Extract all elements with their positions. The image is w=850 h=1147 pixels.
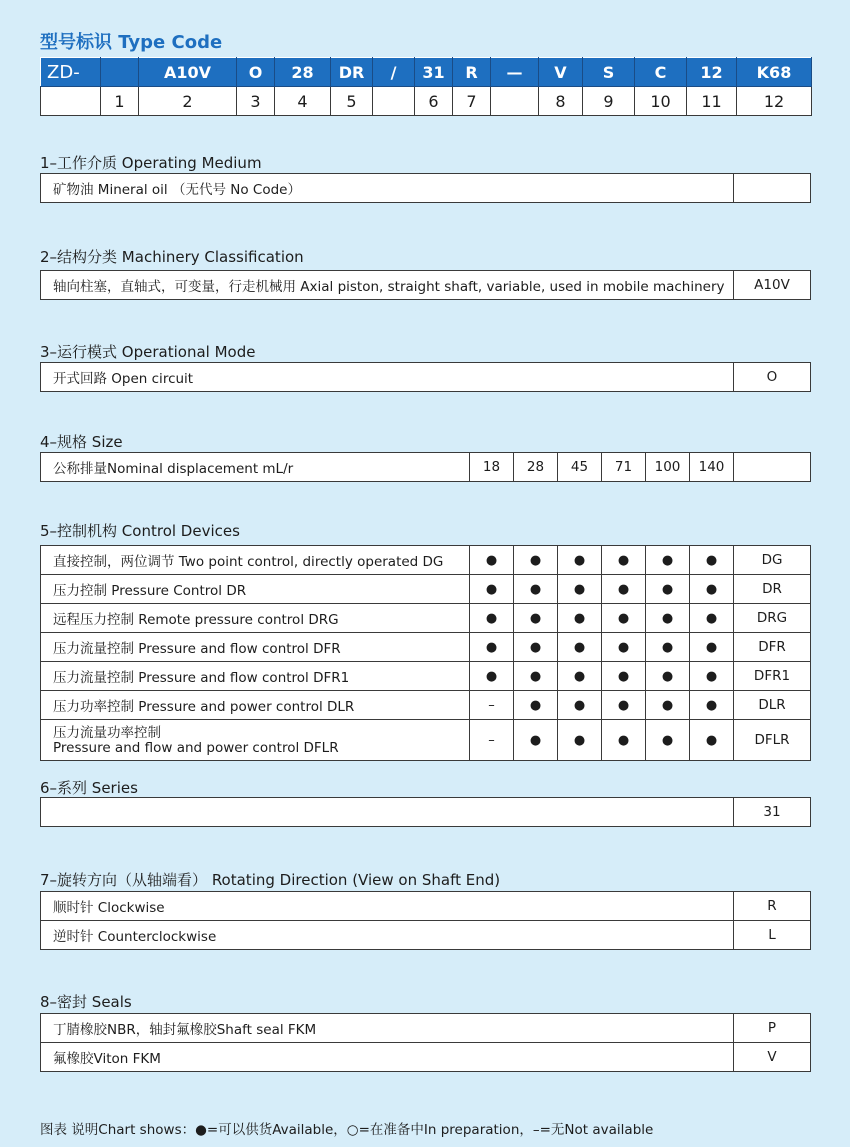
control-desc: 直接控制，两位调节 Two point control, directly operated DG [41,546,470,575]
size-table [40,452,811,482]
availability-mark: ● [602,720,646,761]
direction-code: L [734,921,811,950]
seal-code: P [734,1014,811,1043]
control-code: DFR1 [734,662,811,691]
control-row [41,691,811,720]
availability-mark: ● [558,662,602,691]
type-code-cell: — [491,58,539,87]
control-row [41,720,811,761]
availability-mark: – [470,691,514,720]
control-row [41,546,811,575]
size-code [734,453,811,482]
seal-code: V [734,1043,811,1072]
type-code-position: 9 [583,87,635,116]
control-code: DLR [734,691,811,720]
availability-mark: ● [646,575,690,604]
type-code-position [491,87,539,116]
type-code-cell: C [635,58,687,87]
availability-mark: ● [602,633,646,662]
direction-table [40,891,811,950]
control-desc: 压力流量控制 Pressure and flow control DFR1 [41,662,470,691]
section-title-series: 6–系列 Series [40,779,138,797]
size-value: 100 [646,453,690,482]
mode-code: O [734,363,811,392]
control-code: DG [734,546,811,575]
availability-mark: ● [690,546,734,575]
availability-mark: ● [602,604,646,633]
availability-mark: ● [470,633,514,662]
availability-mark: ● [514,691,558,720]
type-code-cell: K68 [737,58,812,87]
availability-mark: ● [602,546,646,575]
seal-row [41,1043,811,1072]
size-desc: 公称排量Nominal displacement mL/r [41,453,470,482]
availability-mark: ● [514,604,558,633]
control-desc: 压力流量控制 Pressure and flow control DFR [41,633,470,662]
availability-mark: ● [558,633,602,662]
control-row [41,662,811,691]
control-code: DRG [734,604,811,633]
direction-row [41,921,811,950]
medium-table [40,173,811,203]
availability-mark: ● [558,604,602,633]
availability-mark: ● [690,662,734,691]
section-title-seals: 8–密封 Seals [40,993,132,1011]
availability-mark: ● [646,633,690,662]
control-desc-en: Pressure and flow and power control DFLR [53,740,339,756]
mode-table [40,362,811,392]
control-code: DR [734,575,811,604]
availability-mark: – [470,720,514,761]
availability-mark: ● [514,662,558,691]
control-code: DFR [734,633,811,662]
type-code-position: 4 [275,87,331,116]
direction-desc: 逆时针 Counterclockwise [41,921,734,950]
classification-table [40,270,811,300]
availability-mark: ● [558,575,602,604]
availability-mark: ● [602,575,646,604]
availability-mark: ● [558,720,602,761]
mode-desc: 开式回路 Open circuit [41,363,734,392]
control-desc: 远程压力控制 Remote pressure control DRG [41,604,470,633]
availability-mark: ● [514,720,558,761]
type-code-position: 12 [737,87,812,116]
availability-mark: ● [514,546,558,575]
type-code-table [40,57,812,116]
direction-row [41,892,811,921]
series-desc [41,798,734,827]
seal-desc: 氟橡胶Viton FKM [41,1043,734,1072]
type-code-cell: 31 [415,58,453,87]
availability-mark: ● [558,691,602,720]
size-value: 18 [470,453,514,482]
availability-mark: ● [690,691,734,720]
type-code-cell: V [539,58,583,87]
control-row [41,575,811,604]
medium-code [734,174,811,203]
classification-desc: 轴向柱塞，直轴式，可变量，行走机械用 Axial piston, straight shaft, variable, used in mobile machinery [41,271,734,300]
control-desc: 压力功率控制 Pressure and power control DLR [41,691,470,720]
availability-mark: ● [646,662,690,691]
type-code-position: 10 [635,87,687,116]
type-code-cell: A10V [139,58,237,87]
seal-row [41,1014,811,1043]
availability-mark: ● [646,604,690,633]
type-code-cell [101,58,139,87]
type-code-cell: O [237,58,275,87]
direction-desc: 顺时针 Clockwise [41,892,734,921]
section-title-control: 5–控制机构 Control Devices [40,522,240,540]
type-code-position: 6 [415,87,453,116]
type-code-position: 8 [539,87,583,116]
classification-code: A10V [734,271,811,300]
type-code-position [41,87,101,116]
type-code-cell: 12 [687,58,737,87]
control-code: DFLR [734,720,811,761]
type-code-cell: 28 [275,58,331,87]
control-desc-cn: 压力流量功率控制 [53,725,161,741]
section-title-size: 4–规格 Size [40,433,123,451]
availability-mark: ● [514,633,558,662]
section-title-mode: 3–运行模式 Operational Mode [40,343,256,361]
availability-mark: ● [646,691,690,720]
section-title-medium: 1–工作介质 Operating Medium [40,154,262,172]
type-code-position [373,87,415,116]
type-code-position: 11 [687,87,737,116]
availability-mark: ● [470,546,514,575]
series-table [40,797,811,827]
section-title-classification: 2–结构分类 Machinery Classification [40,248,304,266]
type-code-position: 2 [139,87,237,116]
type-code-cell: R [453,58,491,87]
size-value: 71 [602,453,646,482]
type-code-cell: ZD- [41,58,101,87]
type-code-cell: DR [331,58,373,87]
seal-desc: 丁腈橡胶NBR，轴封氟橡胶Shaft seal FKM [41,1014,734,1043]
availability-mark: ● [558,546,602,575]
availability-mark: ● [470,575,514,604]
control-desc [41,720,470,761]
control-row [41,604,811,633]
control-table [40,545,811,761]
control-row [41,633,811,662]
availability-mark: ● [690,604,734,633]
section-title-direction: 7–旋转方向（从轴端看） Rotating Direction (View on Shaft End) [40,871,501,889]
availability-mark: ● [602,691,646,720]
series-code: 31 [734,798,811,827]
size-value: 28 [514,453,558,482]
type-code-position: 1 [101,87,139,116]
type-code-position: 7 [453,87,491,116]
availability-mark: ● [470,604,514,633]
medium-desc: 矿物油 Mineral oil （无代号 No Code） [41,174,734,203]
availability-mark: ● [514,575,558,604]
availability-mark: ● [690,720,734,761]
availability-mark: ● [646,546,690,575]
availability-mark: ● [690,575,734,604]
control-desc: 压力控制 Pressure Control DR [41,575,470,604]
availability-mark: ● [690,633,734,662]
type-code-position: 5 [331,87,373,116]
chart-legend: 图表 说明Chart shows：●=可以供货Available，○=在准备中In preparation，–=无Not available [40,1122,654,1138]
type-code-cell: / [373,58,415,87]
size-value: 45 [558,453,602,482]
direction-code: R [734,892,811,921]
seals-table [40,1013,811,1072]
page-title: 型号标识 Type Code [40,32,223,53]
availability-mark: ● [646,720,690,761]
size-value: 140 [690,453,734,482]
type-code-position: 3 [237,87,275,116]
type-code-cell: S [583,58,635,87]
availability-mark: ● [602,662,646,691]
availability-mark: ● [470,662,514,691]
